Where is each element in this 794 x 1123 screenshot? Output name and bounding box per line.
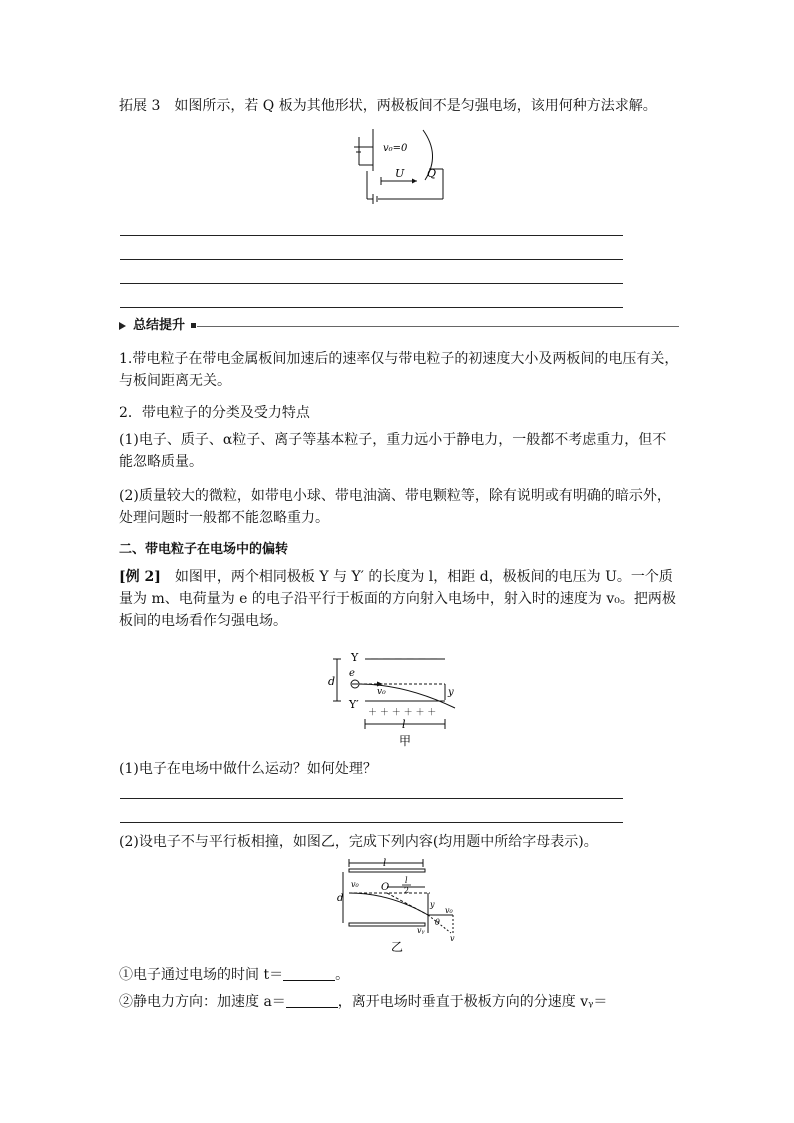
item-2-text: ②静电力方向：加速度 a＝: [119, 994, 286, 1010]
answer-line: [120, 822, 623, 823]
answer-line: [120, 259, 623, 260]
figB-half-l-den: 2: [404, 886, 410, 895]
answer-blank[interactable]: [283, 966, 335, 981]
extension-text: 如图所示，若 Q 板为其他形状，两极板间不是匀强电场，该用何种方法求解。: [174, 98, 657, 114]
figB-v-label: v: [450, 934, 455, 943]
summary-point-1: 1.带电粒子在带电金属板间加速后的速率仅与带电粒子的初速度大小及两板间的电压有关，与板间距离无关。: [119, 351, 679, 389]
figA-l-label: l: [402, 718, 406, 731]
figA-y-bottom-label: Y′: [349, 698, 359, 711]
fig1-u-label: U: [395, 167, 405, 180]
figB-theta-label: θ: [435, 918, 440, 927]
summary-point-4: (2)质量较大的微粒，如带电小球、带电油滴、带电颗粒等，除有说明或有明确的暗示外，处理问题时一般都不能忽略重力。: [119, 488, 671, 526]
figB-vy-label: vᵧ: [417, 926, 425, 935]
fig1-v0-label: v₀=0: [383, 143, 408, 154]
figB-o-label: O: [381, 882, 390, 893]
item-2: [119, 991, 679, 1013]
summary-point-2: 2．带电粒子的分类及受力特点: [119, 405, 310, 421]
figA-y-label: y: [448, 687, 454, 698]
example-2: [119, 566, 679, 632]
figB-l-label: l: [383, 858, 387, 869]
item-1-text: ①电子通过电场的时间 t＝: [119, 967, 284, 983]
answer-blank[interactable]: [286, 993, 338, 1008]
section-rule: [197, 326, 679, 327]
answer-line: [120, 235, 623, 236]
extension-3: [119, 95, 679, 117]
figB-v0r-label: v₀: [445, 906, 453, 915]
summary-heading: [119, 316, 679, 338]
figB-d-label: d: [337, 893, 344, 904]
figB-caption: 乙: [391, 940, 404, 954]
summary-point-3: (1)电子、质子、α粒子、离子等基本粒子，重力远小于静电力，一般都不考虑重力，但不能忽略质量。: [119, 432, 667, 470]
answer-line: [120, 798, 623, 799]
example-label: [例 2]: [119, 569, 161, 585]
figA-plus-row: ＋ ＋ ＋ ＋ ＋ ＋: [368, 708, 437, 718]
triangle-marker-icon: [119, 322, 126, 330]
question-2: (2)设电子不与平行板相撞，如图乙，完成下列内容(均用题中所给字母表示)。: [119, 834, 598, 850]
fig1-q-label: Q: [427, 167, 437, 180]
figA-d-label: d: [328, 675, 336, 688]
figure-deflection-yi: [335, 857, 470, 955]
example-text: 如图甲，两个相同极板 Y 与 Y′ 的长度为 l，相距 d，极板间的电压为 U。一个质量为 m、电荷量为 e 的电子沿平行于板面的方向射入电场中，射入时的速度为 v₀。把两极板间的电场看作匀强电场。: [119, 569, 676, 629]
figA-caption: 甲: [399, 734, 412, 748]
answer-line: [120, 283, 623, 284]
square-bullet-icon: [191, 323, 196, 328]
figure-deflection-jia: [325, 648, 470, 750]
item-1: [119, 964, 679, 986]
summary-title: 总结提升: [133, 318, 186, 333]
answer-line: [120, 307, 623, 308]
question-1: (1)电子在电场中做什么运动？如何处理？: [119, 761, 377, 777]
figB-v0-label: v₀: [351, 880, 359, 889]
item-1-end: 。: [335, 967, 350, 983]
figB-y-label: y: [430, 900, 435, 909]
figA-v0-label: v₀: [377, 687, 386, 697]
figA-minus-row: － － － － － －: [370, 655, 439, 665]
figB-half-l-num: l: [405, 876, 408, 885]
extension-label: 拓展 3: [119, 98, 161, 114]
figA-e-label: e: [349, 668, 355, 679]
section-2-title: 二、带电粒子在电场中的偏转: [119, 542, 289, 557]
figA-y-top-label: Y: [351, 651, 359, 664]
figure-accelerator-circuit: [345, 125, 450, 205]
item-2-mid: ，离开电场时垂直于极板方向的分速度 vᵧ＝: [337, 994, 608, 1010]
